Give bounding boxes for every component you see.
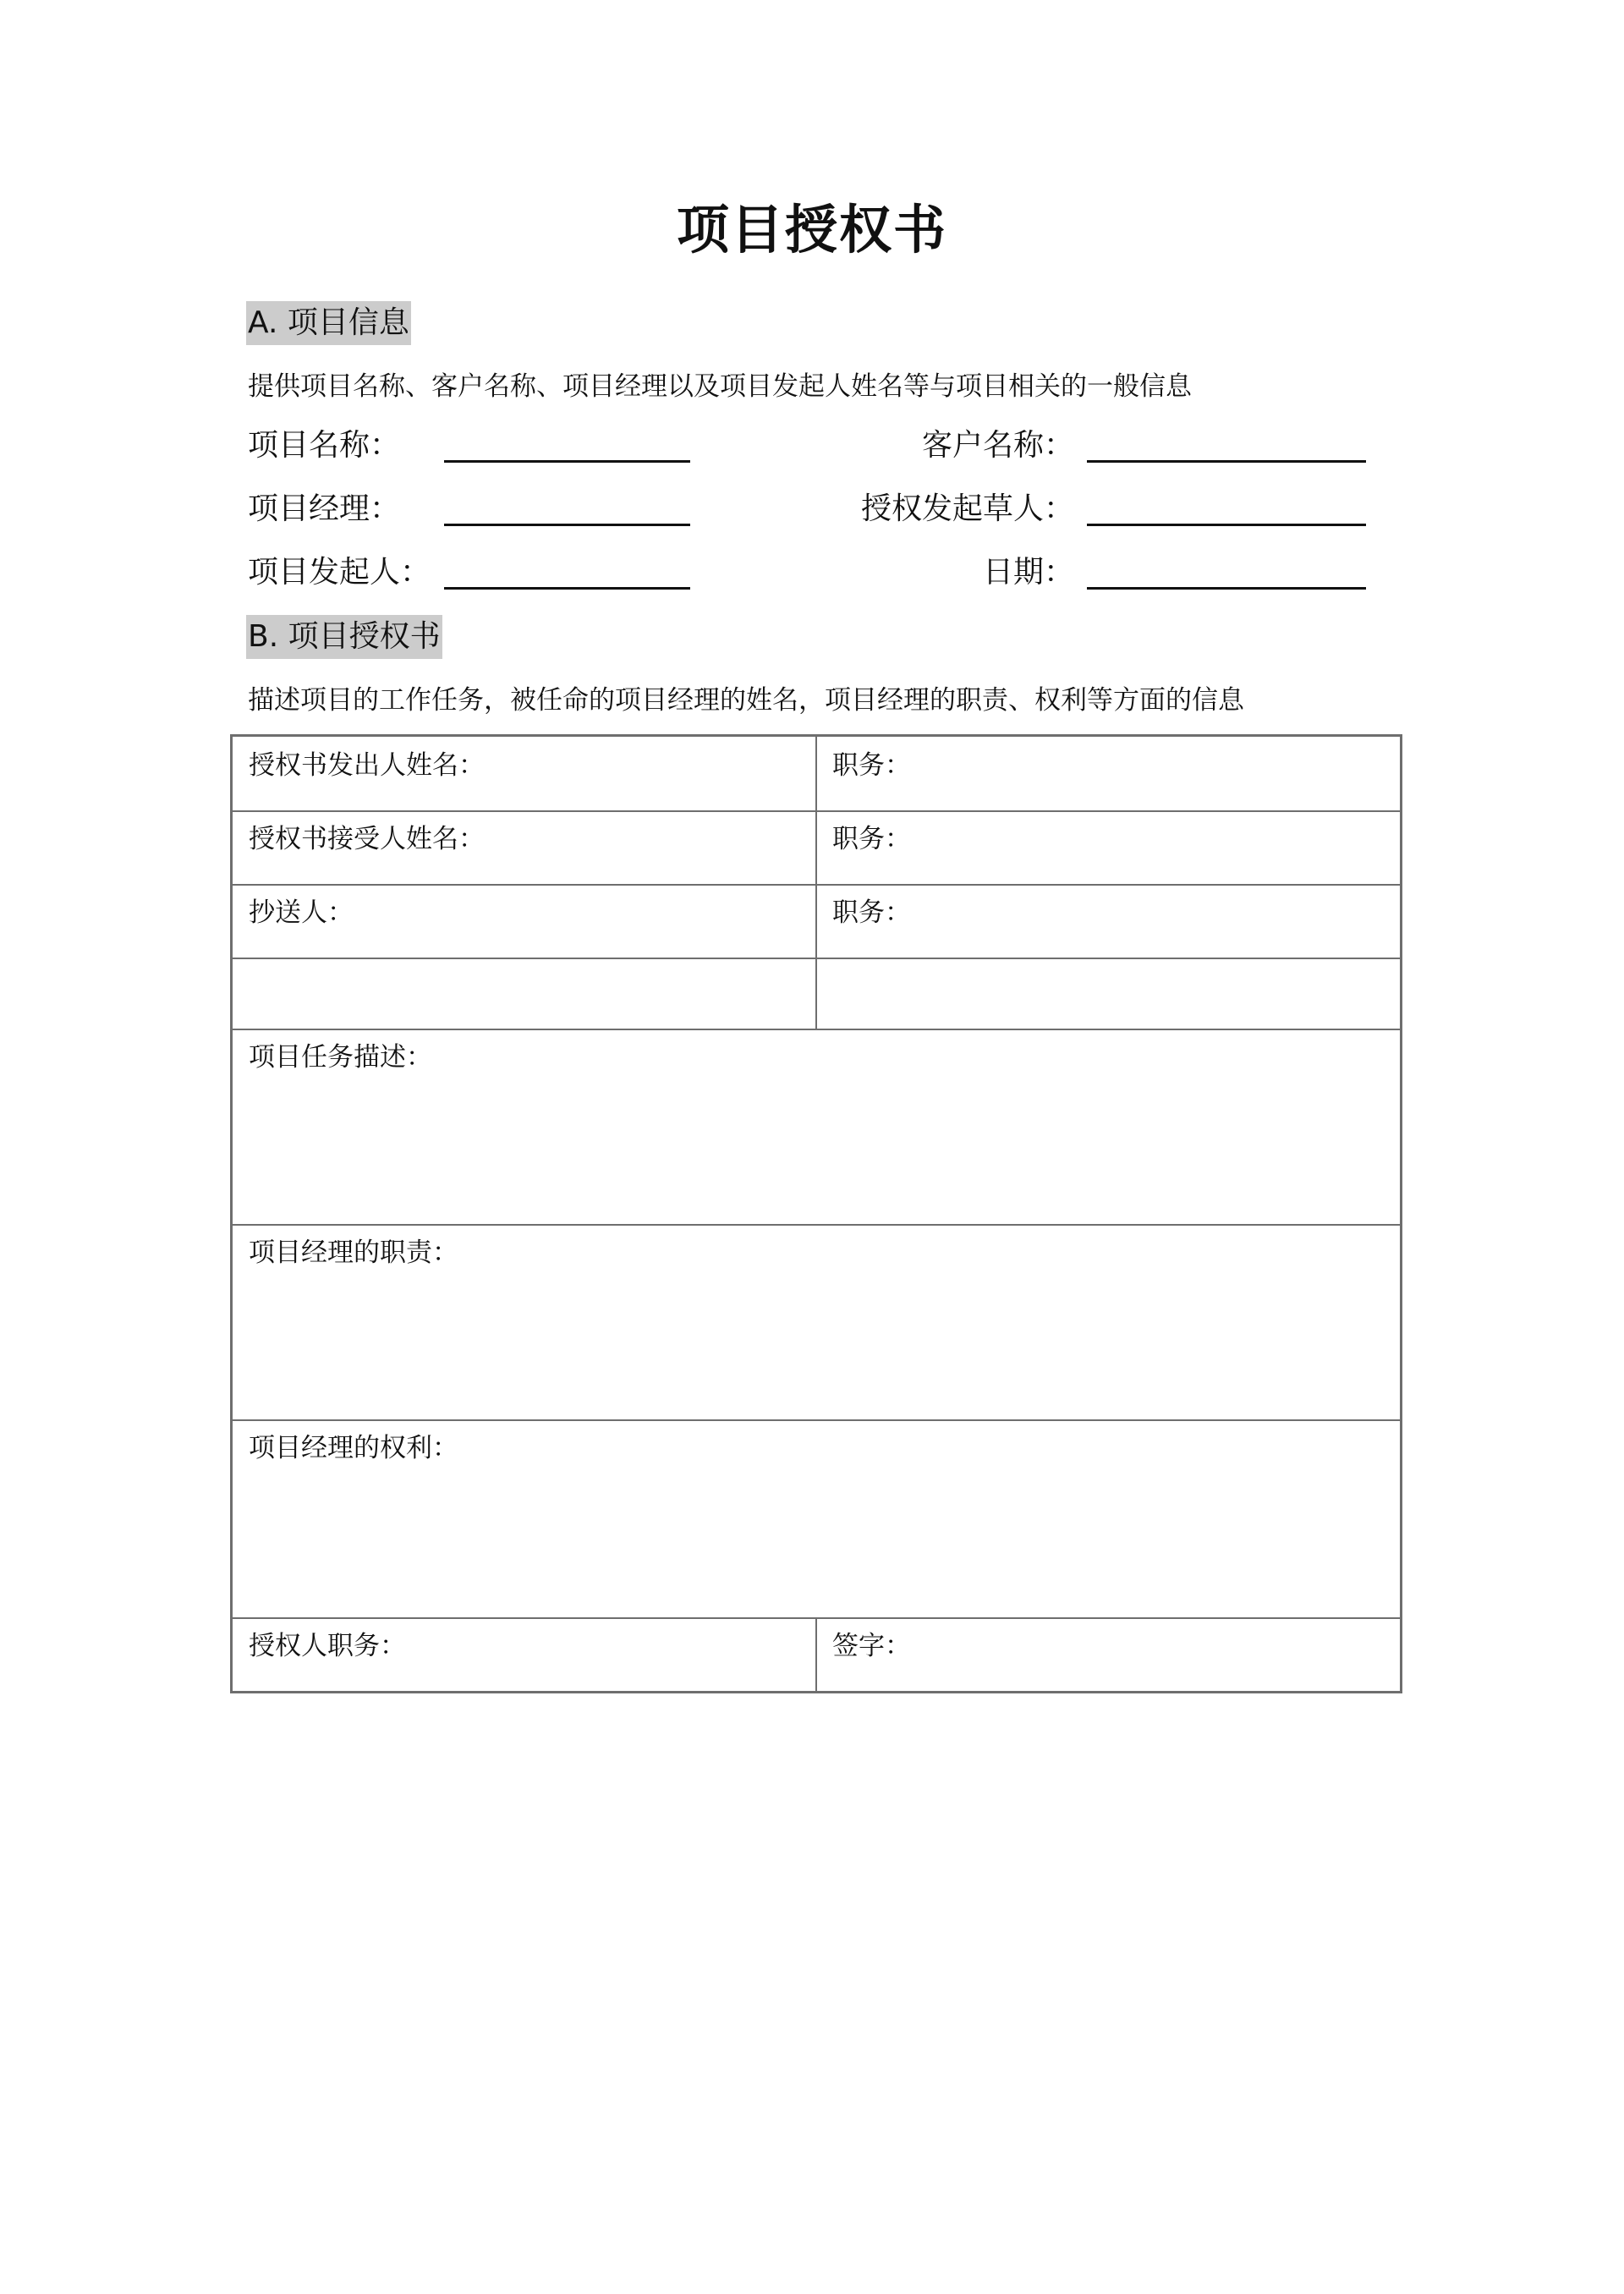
table-divider	[233, 1224, 1400, 1226]
project-sponsor-field[interactable]	[444, 587, 690, 590]
pm-rights-cell[interactable]: 项目经理的权利：	[249, 1433, 458, 1463]
authorizer-position-cell[interactable]: 授权人职务：	[249, 1631, 406, 1661]
project-name-label: 项目名称：	[248, 428, 401, 463]
client-name-label: 客户名称：	[921, 428, 1074, 463]
project-manager-field[interactable]	[444, 524, 690, 526]
table-column-divider	[815, 737, 817, 1029]
auth-drafter-field[interactable]	[1087, 524, 1366, 526]
receiver-position-cell[interactable]: 职务：	[832, 824, 911, 854]
issuer-name-cell[interactable]: 授权书发出人姓名：	[249, 750, 485, 781]
table-column-divider	[815, 1617, 817, 1693]
project-name-field[interactable]	[444, 460, 690, 463]
client-name-field[interactable]	[1087, 460, 1366, 463]
section-a-description: 提供项目名称、客户名称、项目经理以及项目发起人姓名等与项目相关的一般信息	[248, 371, 1192, 402]
receiver-name-cell[interactable]: 授权书接受人姓名：	[249, 824, 485, 854]
project-sponsor-label: 项目发起人：	[248, 555, 431, 590]
section-b-heading: B. 项目授权书	[246, 615, 442, 659]
document-title: 项目授权书	[676, 199, 947, 261]
signature-cell[interactable]: 签字：	[832, 1631, 911, 1661]
issuer-position-cell[interactable]: 职务：	[832, 750, 911, 781]
cc-cell[interactable]: 抄送人：	[249, 897, 354, 928]
cc-position-cell[interactable]: 职务：	[832, 897, 911, 928]
pm-responsibilities-cell[interactable]: 项目经理的职责：	[249, 1238, 458, 1268]
section-b-description: 描述项目的工作任务，被任命的项目经理的姓名，项目经理的职责、权利等方面的信息	[248, 685, 1244, 716]
table-divider	[233, 1029, 1400, 1030]
section-a-heading: A. 项目信息	[246, 301, 411, 345]
task-description-cell[interactable]: 项目任务描述：	[249, 1042, 432, 1073]
table-divider	[233, 1419, 1400, 1421]
project-manager-label: 项目经理：	[248, 491, 401, 526]
authorization-form-table	[230, 734, 1402, 1693]
date-field[interactable]	[1087, 587, 1366, 590]
date-label: 日期：	[982, 555, 1074, 590]
auth-drafter-label: 授权发起草人：	[860, 491, 1074, 526]
